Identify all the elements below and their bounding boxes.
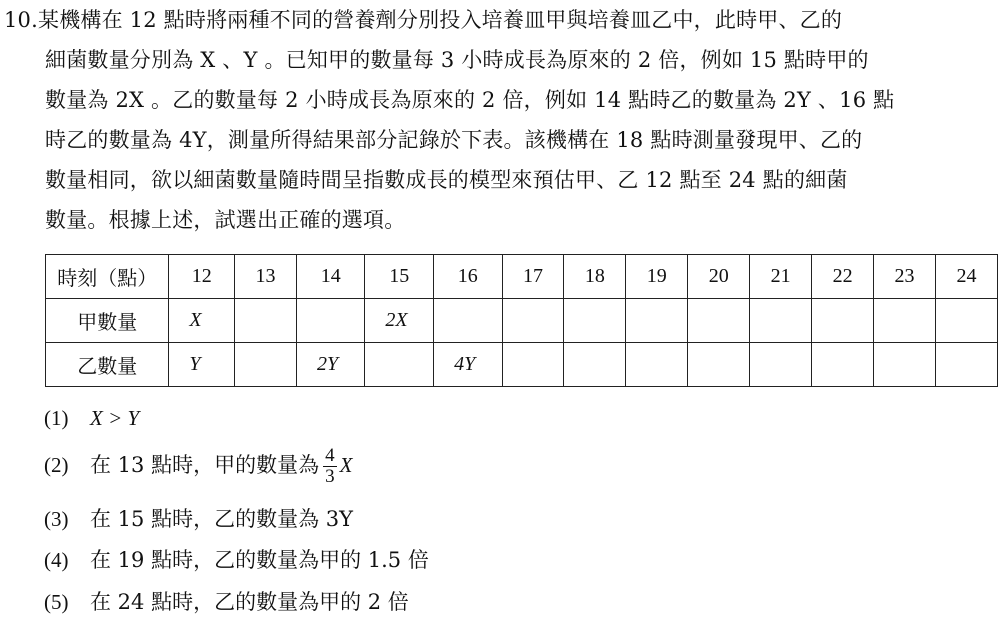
option-label: (4) [44,548,69,572]
hour-cell: 16 [434,255,502,299]
hour-cell: 12 [169,255,235,299]
option-5[interactable] [44,588,409,616]
problem-line-1 [4,6,842,34]
option-3[interactable] [44,505,353,533]
value-cell [688,299,750,343]
hour-cell: 20 [688,255,750,299]
table-row-yi [46,343,998,387]
problem-line-text: 某機構在 12 點時將兩種不同的營養劑分別投入培養皿甲與培養皿乙中，此時甲、乙的 [38,8,843,32]
value-cell [935,299,997,343]
hour-cell: 18 [564,255,626,299]
value-cell: X [169,299,235,343]
table-header-row [46,255,998,299]
value-cell [365,343,434,387]
value-cell [297,299,365,343]
value-cell [750,343,812,387]
fraction-denominator: 3 [325,466,335,487]
value-cell [235,343,297,387]
fraction-numerator: 4 [325,445,335,466]
hour-cell: 17 [502,255,564,299]
value-cell [502,299,564,343]
problem-line-3: 數量為 2X 。乙的數量每 2 小時成長為原來的 2 倍，例如 14 點時乙的數量為 2Y 、16 點 [45,88,895,112]
option-label: (1) [44,406,69,430]
value-cell [874,343,936,387]
problem-line-2: 細菌數量分別為 X 、Y 。已知甲的數量每 3 小時成長為原來的 2 倍，例如 15 點時甲的 [45,48,869,72]
problem-line-4: 時乙的數量為 4Y，測量所得結果部分記錄於下表。該機構在 18 點時測量發現甲、乙的 [45,128,863,152]
hour-cell: 19 [626,255,688,299]
table-row-jia [46,299,998,343]
option-2[interactable] [44,446,352,487]
value-cell [564,343,626,387]
hour-cell: 22 [812,255,874,299]
value-cell [235,299,297,343]
value-cell [564,299,626,343]
option-1[interactable] [44,404,139,432]
option-text: 在 19 點時，乙的數量為甲的 1.5 倍 [90,548,429,572]
problem-number: 10. [4,8,38,32]
option-variable: X [339,453,353,477]
value-cell [874,299,936,343]
hour-cell: 24 [935,255,997,299]
value-cell [688,343,750,387]
option-label: (2) [44,453,69,477]
value-cell [750,299,812,343]
hour-cell: 14 [297,255,365,299]
value-cell [626,299,688,343]
row-label-yi: 乙數量 [46,343,169,387]
option-label: (5) [44,590,69,614]
row-label-jia: 甲數量 [46,299,169,343]
value-cell [935,343,997,387]
option-4[interactable] [44,546,429,574]
table-header-label: 時刻（點） [46,255,169,299]
value-cell [434,299,502,343]
hour-cell: 15 [365,255,434,299]
option-text: X > Y [90,406,140,430]
value-cell [812,343,874,387]
option-text: 在 24 點時，乙的數量為甲的 2 倍 [90,590,409,614]
option-text: 在 13 點時，甲的數量為 [90,453,320,477]
value-cell [502,343,564,387]
problem-line-6: 數量。根據上述，試選出正確的選項。 [45,208,406,232]
hour-cell: 13 [235,255,297,299]
fraction [323,446,337,487]
value-cell: 2Y [297,343,365,387]
hour-cell: 21 [750,255,812,299]
problem-line-5: 數量相同，欲以細菌數量隨時間呈指數成長的模型來預估甲、乙 12 點至 24 點的細菌 [45,168,848,192]
option-label: (3) [44,507,69,531]
bacteria-count-table [45,254,998,387]
value-cell: Y [169,343,235,387]
value-cell: 2X [365,299,434,343]
option-text: 在 15 點時，乙的數量為 3Y [90,507,353,531]
value-cell: 4Y [434,343,502,387]
hour-cell: 23 [874,255,936,299]
value-cell [626,343,688,387]
value-cell [812,299,874,343]
